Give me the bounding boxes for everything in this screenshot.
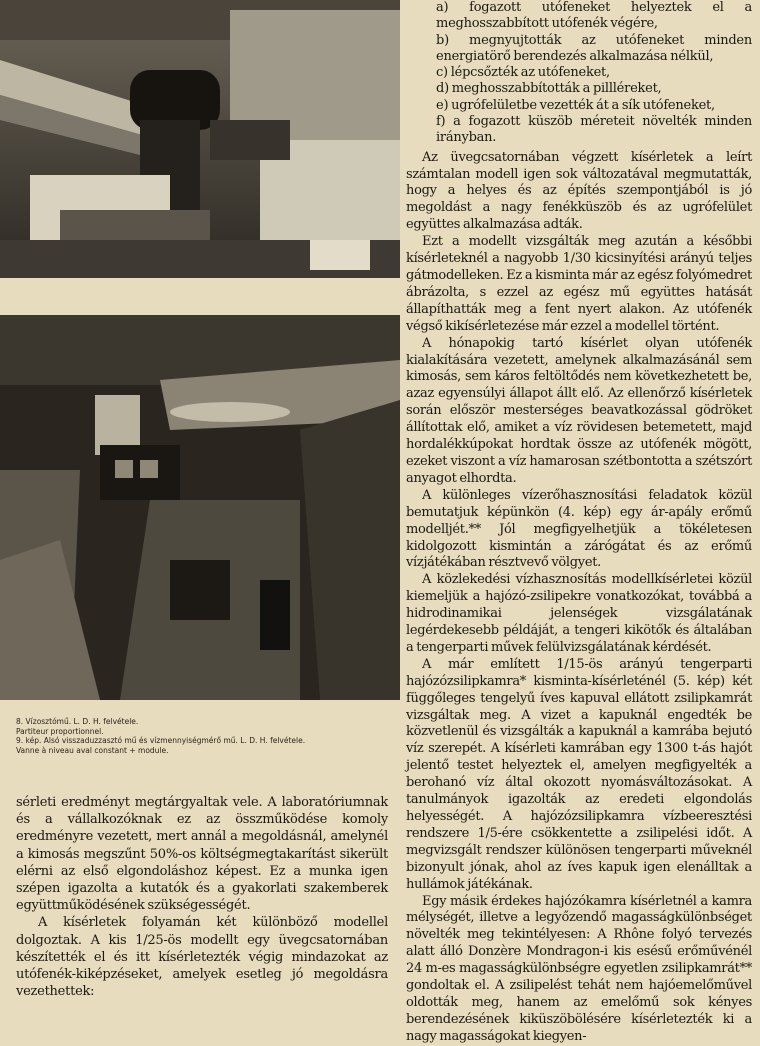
- paragraph: Egy másik érdekes hajózókamra kísérletnél a kamra mélységét, illetve a legyőzendő magasságkülönbséget növelték meg tekintélyesen: A Rhône folyó tervezés alatt álló Donzère Mondragon-i kis esésű erőművénél 24 m-es magasságkülönbségre egyetlen zsilipkamrát** gondoltak el. A zsilipelést tehát nem hajóemelőművel oldották meg, hanem az emelőmű sok kényes berendezésének kiküszöbölésére kísérletezték ki a nagy magasságokat kiegyen-: [406, 893, 752, 1044]
- left-column-text: [16, 794, 388, 1000]
- photo-captions: [16, 717, 366, 755]
- photo-dam-model: [0, 0, 400, 278]
- caption-line: 9. kép. Alsó visszaduzzasztó mű és vízmennyiségmérő mű. L. D. H. felvétele.: [16, 736, 306, 745]
- paragraph: A már említett 1/15-ös arányú tengerparti hajózózsilipkamra* kisminta-kísérleténél (5. kép) két függőleges tengelyű íves kapuval ellátott zsilipkamrát vizsgáltak meg. A vizet a kapuknál engedték be közvetlenül és vizsgálták a kapuknál a kamrába bejutó víz szerepét. A kísérleti kamrában egy 1300 t-ás hajót jelentő testet helyeztek el, amelyen megfigyelték a berohanó víz által okozott nyomásváltozásokat. A tanulmányok igazolták az eredeti elgondolás helyességét. A hajózózsilipkamra vízbeeresztési rendszere 1/5-ére csökkentette a zsilipelési időt. A megvizsgált rendszer különösen tengerparti műveknél bizonyult jónak, ahol az íves kapuk igen elenálltak a hullámok játékának.: [406, 656, 752, 892]
- photographs: [0, 0, 400, 755]
- paragraph: A különleges vízerőhasznosítási feladatok közül bemutatjuk képünkön (4. kép) egy ár-apály erőmű modelljét.** Jól megfigyelhetjük a tökéletesen kidolgozott kismintán a zárógátat és az erőmű vízjátékában résztvevő völgyet.: [406, 487, 752, 571]
- paragraph: sérleti eredményt megtárgyaltak vele. A laboratóriumnak és a vállalkozóknak ez az összműködése komoly eredményre vezetett, mert annál a megoldásnál, amelynél a kimosás megszűnt 50%-os költségmegtakarítást sikerült elérni az első elgondoláshoz képest. Ez a munka igen szépen igazolta a kutatók és a gyakorlati szakemberek együttműködésének szükségességét.: [16, 795, 388, 914]
- list-item: e) ugrófelületbe vezették át a sík utófeneket,: [436, 97, 715, 113]
- list-item: b) megnyujtották az utófeneket minden energiatörő berendezés alkalmazása nélkül,: [436, 32, 752, 64]
- list-item: d) meghosszabbították a pillléreket,: [436, 81, 662, 97]
- measures-list: [406, 0, 752, 147]
- list-item: a) fogazott utófeneket helyeztek el a meghosszabbított utófenék végére,: [436, 0, 752, 32]
- paragraph: Ezt a modellt vizsgálták meg azután a későbbi kísérleteknél a nagyobb 1/30 kicsinyítési arányú teljes gátmodelleken. Ez a kisminta már az egész folyómedret ábrázolta, s ezzel az egész mű együttes hatását állapíthatták meg a fent nyert alakon. Az utófenék végső kikísérletezése már ezzel a modellel történt.: [406, 234, 752, 334]
- paragraph: A hónapokig tartó kísérlet olyan utófenék kialakítására vezetett, amelynek alkalmazásánál sem kimosás, sem káros feltöltődés nem következhetett be, azaz egyensúlyi állapot állt elő. Az ellenőrző kísérletek során először mesterséges beavatkozással gödröket állítottak elő, amiket a víz rövidesen betemetett, majd hordalékkúpokat hordtak össze az utófenék mögött, ezeket viszont a víz hamarosan szétbontotta a szétszórt anyagot elhordta.: [406, 335, 752, 486]
- right-column-text: [406, 0, 752, 1046]
- list-item: f) a fogazott küszöb méreteit növelték minden irányban.: [436, 114, 752, 146]
- paragraph: Az üvegcsatornában végzett kísérletek a leírt számtalan modell igen sok változatával megmutatták, hogy a helyes és az építés szempontjából is jó megoldást a nagy fenékküszöb és az ugrófelület együttes alkalmazása adták.: [406, 149, 752, 233]
- photo-tidal-model: [0, 315, 400, 700]
- photo-figures: [0, 0, 400, 700]
- list-item: c) lépcsőzték az utófeneket,: [436, 65, 610, 81]
- caption-line: Vanne à niveau aval constant + module.: [16, 745, 169, 755]
- caption-line: 8. Vízosztómű. L. D. H. felvétele.: [16, 717, 139, 726]
- caption-line: Partiteur proportionnel.: [16, 726, 104, 736]
- paragraph: A kísérletek folyamán két különböző modellel dolgoztak. A kis 1/25-ös modellt egy üvegcsatornában készítették el és itt kísérletezték végig mindazokat az utófenék-kiképzéseket, amelyek esetleg jó megoldásra vezethettek:: [16, 915, 388, 1000]
- paragraph: A közlekedési vízhasznosítás modellkísérletei közül kiemeljük a hajózó-zsilipekre vonatkozókat, továbbá a hidrodinamikai jelenségek vizsgálatának legérdekesebb példáját, a tengeri kikötők és általában a tengerparti művek felülvizsgálatának kérdését.: [406, 572, 752, 655]
